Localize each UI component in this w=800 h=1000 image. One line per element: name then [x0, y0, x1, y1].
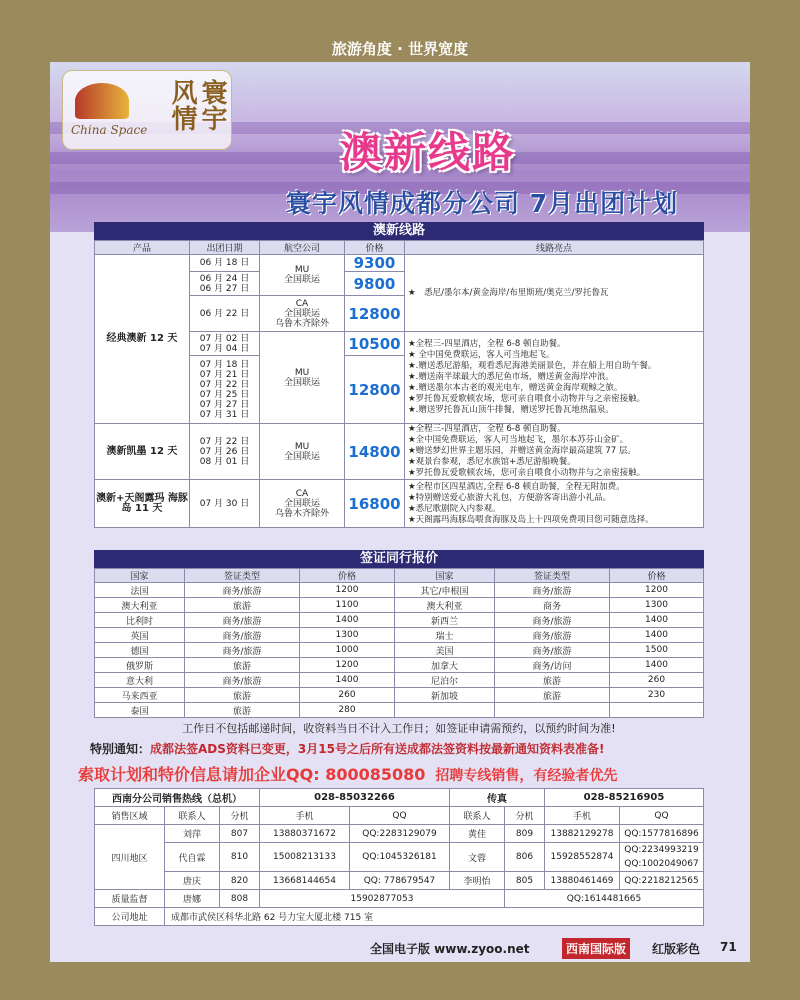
cell: 15008213133	[260, 843, 350, 872]
cell: 商务	[495, 598, 610, 613]
price: 9800	[345, 272, 405, 296]
quality-label: 质量监督	[95, 890, 165, 908]
promo-line	[78, 762, 617, 785]
cell: 新西兰	[395, 613, 495, 628]
cell: 1300	[300, 628, 395, 643]
col-header: 国家	[395, 569, 495, 583]
col-header: 产品	[95, 241, 190, 255]
cell: 商务/旅游	[185, 583, 300, 598]
cell: 德国	[95, 643, 185, 658]
col-header: 销售区域	[95, 807, 165, 825]
cell: 810	[220, 843, 260, 872]
cell: 1200	[610, 583, 704, 598]
route-section-header: 澳新线路	[94, 222, 704, 240]
table-row	[95, 688, 704, 703]
col-header: 联系人	[165, 807, 220, 825]
cell: 新加坡	[395, 688, 495, 703]
col-header: 联系人	[450, 807, 505, 825]
special-notice	[90, 740, 604, 757]
cell: 商务/旅游	[185, 643, 300, 658]
cell: 旅游	[185, 688, 300, 703]
cell: 商务/旅游	[495, 643, 610, 658]
airline: CA 全国联运 乌鲁木齐除外	[260, 296, 345, 332]
table-row	[95, 598, 704, 613]
quality-name: 唐娜	[165, 890, 220, 908]
cell: 806	[505, 843, 545, 872]
col-header: 签证类型	[185, 569, 300, 583]
cell: 商务/旅游	[495, 628, 610, 643]
cell: 1000	[300, 643, 395, 658]
visa-table	[94, 568, 704, 718]
cell	[395, 703, 495, 718]
cell: QQ:1577816896	[620, 825, 704, 843]
table-row	[95, 583, 704, 598]
logo-en: China Space	[71, 123, 148, 137]
banner	[50, 62, 750, 232]
table-row	[95, 643, 704, 658]
features: ★ 悉尼/墨尔本/黄金海岸/布里斯班/奥克兰/罗托鲁瓦	[405, 255, 704, 332]
quality-mobile: 15902877053	[260, 890, 505, 908]
cell: 商务/访问	[495, 658, 610, 673]
visa-section-header: 签证同行报价	[94, 550, 704, 568]
cell	[610, 703, 704, 718]
cell: 260	[610, 673, 704, 688]
cell: 260	[300, 688, 395, 703]
cell: 李明怡	[450, 872, 505, 890]
notice-text: 成都法签ADS资料已变更，3月15号之后所有送成都法签资料按最新通知资料表准备!	[150, 742, 605, 756]
logo-cn: 寰宇风情	[167, 79, 227, 131]
cell: 澳大利亚	[95, 598, 185, 613]
dates: 07 月 18 日 07 月 21 日 07 月 22 日 07 月 25 日 07 月 27 日 07 月 31 日	[190, 356, 260, 424]
contact-table	[94, 788, 704, 926]
cell: 旅游	[185, 703, 300, 718]
cell: 法国	[95, 583, 185, 598]
dates: 07 月 02 日 07 月 04 日	[190, 332, 260, 356]
visa-header-row	[95, 569, 704, 583]
cell: 820	[220, 872, 260, 890]
table-row	[95, 613, 704, 628]
cell: 美国	[395, 643, 495, 658]
col-header: 分机	[505, 807, 545, 825]
notice-label: 特别通知：	[90, 742, 151, 756]
price: 14800	[345, 424, 405, 480]
page-number: 71	[720, 940, 737, 954]
col-header: 线路亮点	[405, 241, 704, 255]
fax-number: 028-85216905	[545, 789, 704, 807]
product-name: 经典澳新 12 天	[95, 255, 190, 424]
col-header: 签证类型	[495, 569, 610, 583]
col-header: 价格	[345, 241, 405, 255]
cell: 商务/旅游	[495, 613, 610, 628]
cell: 黄佳	[450, 825, 505, 843]
footer-brand: 西南国际版	[562, 938, 630, 959]
cell: 809	[505, 825, 545, 843]
col-header: 出团日期	[190, 241, 260, 255]
cell: QQ:2283129079	[350, 825, 450, 843]
page	[50, 62, 750, 962]
cell: 旅游	[495, 673, 610, 688]
cell: 瑞士	[395, 628, 495, 643]
cell: 商务/旅游	[185, 628, 300, 643]
col-header: QQ	[620, 807, 704, 825]
quality-ext: 808	[220, 890, 260, 908]
table-row	[95, 658, 704, 673]
features: ★全程三-四星酒店，全程 6-8 顿自助餐。 ★全中国免费联运，客人可当地起飞，墨尔本苏芬山金矿。 ★赠送梦幻世界主题乐园，并赠送黄金海岸最高建筑 77 层。 ★观景台参观，悉尼水族馆+悉尼游船晚餐。 ★罗托鲁瓦爱歌顿农场，您可亲自喂食小动物并与之亲密接触。	[405, 424, 704, 480]
dates: 07 月 30 日	[190, 480, 260, 528]
table-row	[95, 703, 704, 718]
price: 12800	[345, 356, 405, 424]
cell: 13880371672	[260, 825, 350, 843]
cell: 商务/旅游	[185, 673, 300, 688]
contact-header-row	[95, 807, 704, 825]
cell: 加拿大	[395, 658, 495, 673]
page-subtitle: 寰宇风情成都分公司 7月出团计划	[286, 189, 679, 218]
table-row	[95, 872, 704, 890]
cell: 13880461469	[545, 872, 620, 890]
price: 12800	[345, 296, 405, 332]
cell: 旅游	[185, 658, 300, 673]
table-row	[95, 843, 704, 872]
top-slogan-bar	[0, 0, 800, 60]
cell: 1500	[610, 643, 704, 658]
cell: 泰国	[95, 703, 185, 718]
cell: 英国	[95, 628, 185, 643]
col-header: QQ	[350, 807, 450, 825]
cell: 比利时	[95, 613, 185, 628]
address: 成都市武侯区科华北路 62 号力宝大厦北楼 715 室	[165, 908, 704, 926]
features: ★全程市区四星酒店,全程 6-8 顿自助餐，全程无附加费。 ★特别赠送爱心旅游大礼包，方便游客寄出游小礼品。 ★悉尼歌剧院入内参观。 ★天阁露玛海豚岛喂食海豚及岛上十四项免费项目您可随意选择。	[405, 480, 704, 528]
product-name: 澳新凯墨 12 天	[95, 424, 190, 480]
cell: 刘萍	[165, 825, 220, 843]
cell: 805	[505, 872, 545, 890]
table-row	[95, 628, 704, 643]
table-row	[95, 480, 704, 528]
cell: QQ:2234993219 QQ:1002049067	[620, 843, 704, 872]
visa-note: 工作日不包括邮递时间，收资料当日不计入工作日；如签证申请需预约，以预约时间为准!	[182, 722, 616, 735]
col-header: 价格	[300, 569, 395, 583]
logo-mark-icon	[75, 83, 129, 119]
hotline-row	[95, 789, 704, 807]
table-row	[95, 825, 704, 843]
cell: 尼泊尔	[395, 673, 495, 688]
cell: 代自霖	[165, 843, 220, 872]
slogan: 旅游角度 · 世界宽度	[331, 40, 469, 58]
footer-site: 全国电子版 www.zyoo.net	[370, 942, 530, 956]
table-row	[95, 424, 704, 480]
cell: 13668144654	[260, 872, 350, 890]
hotline-label: 西南分公司销售热线（总机）	[95, 789, 260, 807]
footer	[0, 936, 800, 960]
dates: 06 月 24 日 06 月 27 日	[190, 272, 260, 296]
promo-text: 索取计划和特价信息请加企业QQ:	[78, 765, 326, 784]
cell: 俄罗斯	[95, 658, 185, 673]
cell: 280	[300, 703, 395, 718]
region: 四川地区	[95, 825, 165, 890]
cell: 意大利	[95, 673, 185, 688]
features: ★全程三-四星酒店，全程 6-8 顿自助餐。 ★ 全中国免费联运，客人可当地起飞。 ★.赠送悉尼游船，观看悉尼海港美丽景色，并在船上用自助午餐。 ★.赠送南半球最大的悉尼鱼市场，赠送黄金海岸冲浪。 ★.赠送墨尔本古老的观光电车，赠送黄金海岸观鲸之旅。 ★罗托鲁瓦爱歌顿农场，您可亲自喂食小动物并与之亲密接触。 ★.赠送罗托鲁瓦山顶牛排餐，赠送罗托鲁瓦地热温泉。	[405, 332, 704, 424]
product-name: 澳新+天阁露玛 海豚岛 11 天	[95, 480, 190, 528]
cell: 旅游	[185, 598, 300, 613]
cell: 唐庆	[165, 872, 220, 890]
col-header: 分机	[220, 807, 260, 825]
cell: QQ:2218212565	[620, 872, 704, 890]
fax-label: 传真	[450, 789, 545, 807]
cell: 230	[610, 688, 704, 703]
price: 10500	[345, 332, 405, 356]
dates: 06 月 22 日	[190, 296, 260, 332]
cell: 15928552874	[545, 843, 620, 872]
col-header: 手机	[545, 807, 620, 825]
cell: 澳大利亚	[395, 598, 495, 613]
dates: 06 月 18 日	[190, 255, 260, 272]
cell: 商务/旅游	[495, 583, 610, 598]
col-header: 价格	[610, 569, 704, 583]
cell: 1100	[300, 598, 395, 613]
airline: MU 全国联运	[260, 424, 345, 480]
page-title: 澳新线路	[340, 128, 517, 177]
cell: 1400	[610, 628, 704, 643]
airline: MU 全国联运	[260, 332, 345, 424]
airline: CA 全国联运 乌鲁木齐除外	[260, 480, 345, 528]
cell: 807	[220, 825, 260, 843]
cell: 马来西亚	[95, 688, 185, 703]
table-row	[95, 673, 704, 688]
col-header: 手机	[260, 807, 350, 825]
price: 9300	[345, 255, 405, 272]
cell: 1200	[300, 583, 395, 598]
promo-qq: 800085080	[325, 765, 426, 784]
cell: QQ: 778679547	[350, 872, 450, 890]
cell: 商务/旅游	[185, 613, 300, 628]
col-header: 航空公司	[260, 241, 345, 255]
price: 16800	[345, 480, 405, 528]
cell: 其它/申根国	[395, 583, 495, 598]
cell: 1400	[300, 613, 395, 628]
dates: 07 月 22 日 07 月 26 日 08 月 01 日	[190, 424, 260, 480]
quality-qq: QQ:1614481665	[505, 890, 704, 908]
route-table	[94, 240, 704, 528]
cell: 1400	[610, 613, 704, 628]
route-header-row	[95, 241, 704, 255]
quality-row	[95, 890, 704, 908]
cell: 1300	[610, 598, 704, 613]
address-row	[95, 908, 704, 926]
recruit-text: 招聘专线销售，有经验者优先	[435, 768, 618, 784]
cell: 文蓉	[450, 843, 505, 872]
logo	[62, 70, 232, 150]
hotline-number: 028-85032266	[260, 789, 450, 807]
col-header: 国家	[95, 569, 185, 583]
footer-edition: 红版彩色	[652, 942, 701, 956]
airline: MU 全国联运	[260, 255, 345, 296]
cell: 1400	[610, 658, 704, 673]
address-label: 公司地址	[95, 908, 165, 926]
cell: QQ:1045326181	[350, 843, 450, 872]
cell	[495, 703, 610, 718]
cell: 1400	[300, 673, 395, 688]
cell: 旅游	[495, 688, 610, 703]
table-row	[95, 255, 704, 272]
cell: 13882129278	[545, 825, 620, 843]
cell: 1200	[300, 658, 395, 673]
